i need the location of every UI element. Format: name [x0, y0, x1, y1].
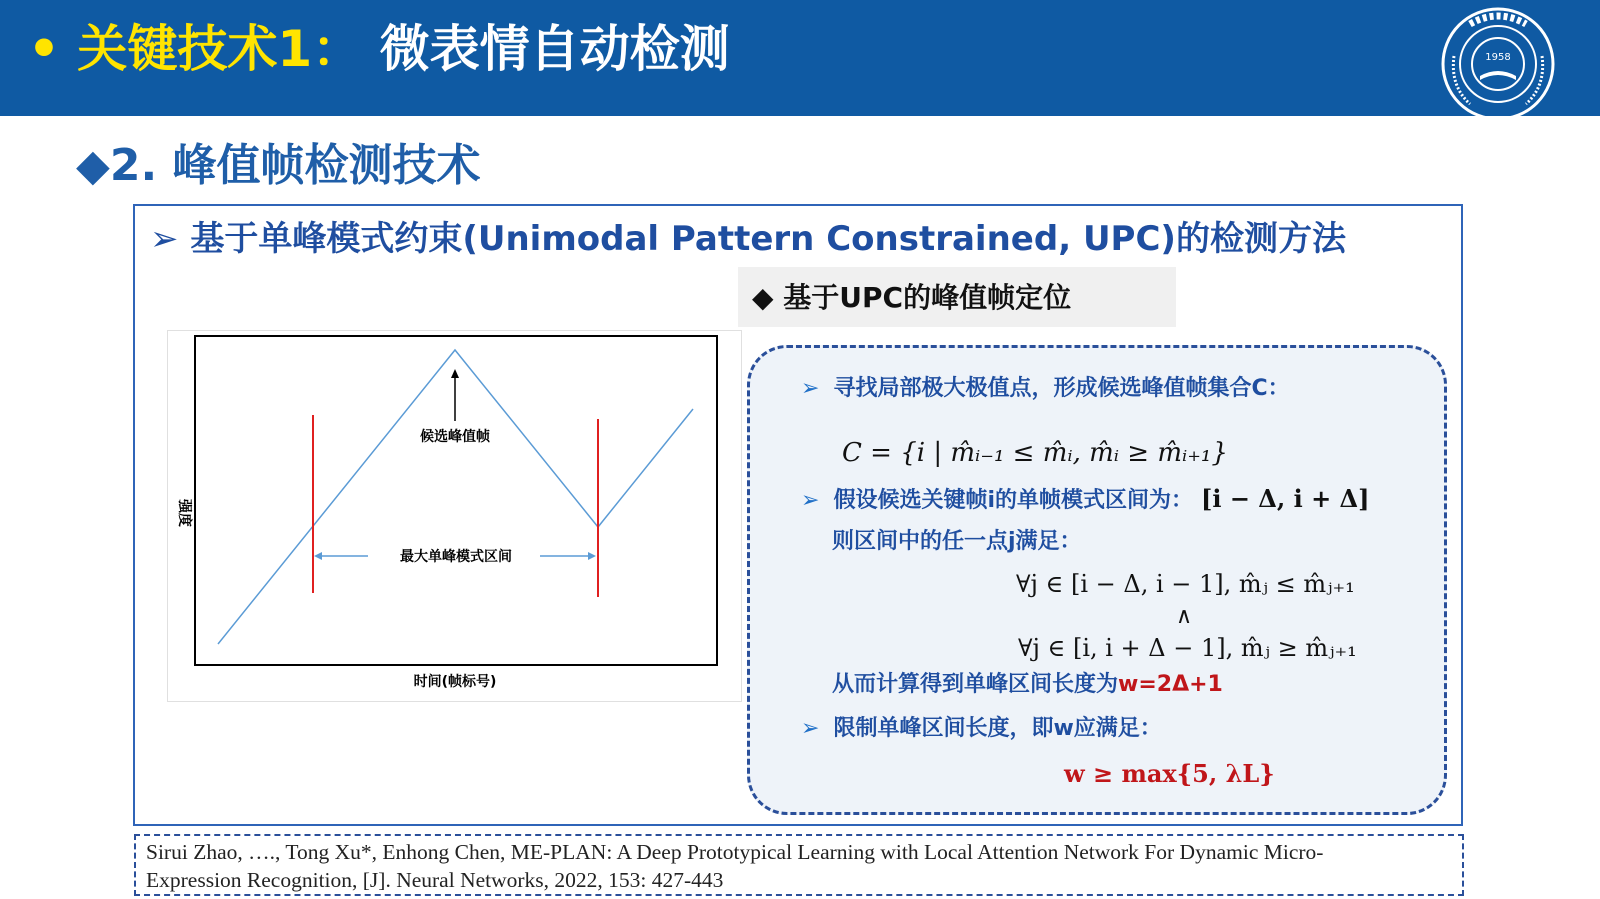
condition-decreasing: ∀j ∈ [i, i + Δ − 1], m̂ⱼ ≥ m̂ⱼ₊₁ [1018, 634, 1357, 662]
reference-line-2: Expression Recognition, [J]. Neural Networks, 2022, 153: 427-443 [146, 868, 724, 892]
arrow-icon: ➢ [801, 376, 820, 401]
interval-formula: [i − Δ, i + Δ] [1200, 484, 1370, 513]
method-subheading: ➢ 基于单峰模式约束(Unimodal Pattern Constrained, UPC)的检测方法 [150, 219, 1346, 259]
candidate-set-formula: C = {i | m̂ᵢ₋₁ ≤ m̂ᵢ, m̂ᵢ ≥ m̂ᵢ₊₁} [842, 438, 1228, 468]
length-constraint-formula: w ≥ max{5, λL} [1064, 759, 1275, 788]
section-title: ◆2. 峰值帧检测技术 [76, 140, 481, 191]
title-part1: 关键技术1： [77, 20, 363, 78]
interval-label: 最大单峰模式区间 [400, 549, 512, 565]
interval-length-result [832, 670, 1223, 700]
bullet-constraint [801, 714, 1162, 744]
y-axis-label: 强度 [176, 499, 192, 527]
slide-title [28, 14, 730, 84]
bullet-assumption [801, 482, 1370, 516]
result-value: w=2Δ+1 [1118, 672, 1223, 697]
reference-line-1: Sirui Zhao, …., Tong Xu*, Enhong Chen, ME-PLAN: A Deep Prototypical Learning with Local Attention Network For Dynamic Micro- [146, 840, 1324, 864]
plot-area [195, 336, 717, 665]
logical-and-symbol: ∧ [1176, 604, 1193, 629]
title-part2: 微表情自动检测 [379, 20, 730, 78]
university-logo [1440, 6, 1556, 122]
condition-increasing: ∀j ∈ [i − Δ, i − 1], m̂ⱼ ≤ m̂ⱼ₊₁ [1016, 570, 1355, 598]
bullet-local-maxima-text: 寻找局部极大极值点，形成候选峰值帧集合C： [833, 376, 1290, 401]
arrow-icon: ➢ [801, 716, 820, 741]
unimodal-diagram [167, 330, 742, 702]
bullet-local-maxima [801, 374, 1290, 404]
x-axis-label: 时间(帧标号) [413, 674, 497, 690]
result-text: 从而计算得到单峰区间长度为 [832, 672, 1119, 697]
logo-year: 1958 [1485, 52, 1511, 63]
bullet-constraint-text: 限制单峰区间长度，即w应满足： [833, 716, 1162, 741]
bullet-assumption-text: 假设候选关键帧i的单帧模式区间为： [833, 488, 1193, 513]
arrow-icon: ➢ [801, 488, 820, 513]
condition-intro: 则区间中的任一点j满足： [832, 529, 1082, 554]
peak-label: 候选峰值帧 [420, 429, 490, 445]
upc-heading: ◆ 基于UPC的峰值帧定位 [752, 281, 1072, 314]
reference-citation [134, 834, 1464, 896]
title-bullet: • [28, 20, 60, 78]
